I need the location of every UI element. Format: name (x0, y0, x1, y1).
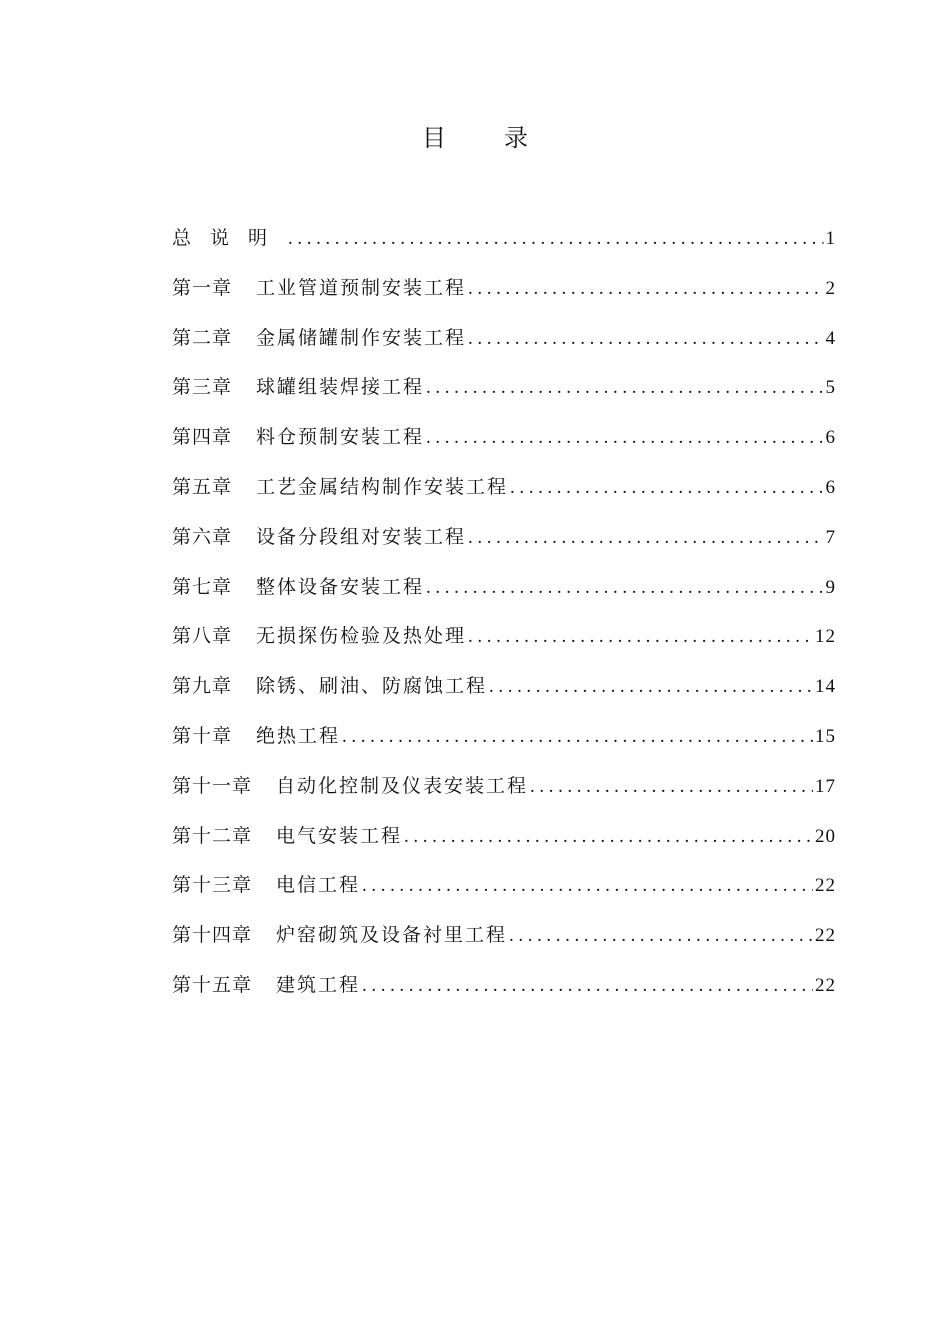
toc-entry[interactable] (172, 618, 836, 668)
toc-page-number: 1 (825, 228, 836, 249)
toc-entry[interactable] (172, 967, 836, 1017)
toc-chapter-label: 第八章 (172, 625, 233, 648)
toc-page-number: 22 (815, 974, 836, 996)
toc-entry[interactable] (172, 569, 836, 619)
toc-entry[interactable] (172, 369, 836, 419)
toc-entry-title: 炉窑砌筑及设备衬里工程 (276, 924, 508, 947)
toc-page-number: 6 (825, 476, 836, 498)
toc-dot-leader (468, 321, 823, 357)
toc-chapter-label: 第二章 (172, 326, 233, 349)
toc-page-number: 22 (815, 875, 836, 897)
toc-entry-title: 工业管道预制安装工程 (256, 276, 467, 299)
toc-chapter-label: 第十章 (172, 724, 233, 747)
toc-dot-leader (509, 918, 813, 954)
toc-entry-title: 球罐组装焊接工程 (256, 376, 425, 399)
toc-dot-leader (426, 420, 823, 456)
toc-page-number: 5 (825, 377, 836, 399)
toc-dot-leader (362, 868, 813, 904)
toc-entry[interactable] (172, 668, 836, 718)
toc-page-number: 4 (825, 327, 836, 349)
toc-entry-title: 金属储罐制作安装工程 (256, 326, 467, 349)
toc-page-number: 6 (825, 427, 836, 449)
toc-entry-title: 无损探伤检验及热处理 (256, 625, 467, 648)
toc-chapter-label: 第四章 (172, 426, 233, 449)
table-of-contents (172, 220, 836, 1017)
toc-chapter-label: 第一章 (172, 276, 233, 299)
toc-page-number: 17 (815, 775, 836, 797)
toc-chapter-label: 第十一章 (172, 774, 253, 797)
toc-entry[interactable] (172, 419, 836, 469)
toc-entry-title: 电气安装工程 (276, 824, 403, 847)
toc-dot-leader (468, 271, 823, 307)
toc-entry-title: 工艺金属结构制作安装工程 (256, 475, 509, 498)
toc-chapter-label: 第十五章 (172, 973, 253, 996)
toc-dot-leader (342, 719, 813, 755)
toc-dot-leader (468, 619, 813, 655)
toc-chapter-label: 第三章 (172, 376, 233, 399)
toc-dot-leader (426, 370, 823, 406)
toc-dot-leader (426, 570, 823, 606)
toc-page-number: 12 (815, 626, 836, 648)
toc-entry-title: 建筑工程 (276, 973, 361, 996)
toc-page-number: 2 (825, 277, 836, 299)
toc-chapter-label: 第五章 (172, 475, 233, 498)
toc-entry[interactable] (172, 867, 836, 917)
page-title: 目录 (422, 124, 586, 152)
toc-page-number: 15 (815, 725, 836, 747)
toc-entry[interactable] (172, 519, 836, 569)
toc-entry-title: 除锈、刷油、防腐蚀工程 (256, 675, 488, 698)
toc-entry-title: 绝热工程 (256, 724, 341, 747)
toc-page-number: 22 (815, 925, 836, 947)
toc-dot-leader (489, 669, 813, 705)
toc-dot-leader (404, 819, 813, 855)
toc-entry[interactable] (172, 917, 836, 967)
toc-chapter-label: 第九章 (172, 675, 233, 698)
toc-chapter-label: 第十四章 (172, 924, 253, 947)
toc-entry[interactable] (172, 320, 836, 370)
toc-dot-leader (362, 968, 813, 1004)
toc-entry-title: 整体设备安装工程 (256, 575, 425, 598)
toc-page-number: 7 (825, 526, 836, 548)
toc-entry[interactable] (172, 220, 836, 270)
toc-entry-title: 自动化控制及仪表安装工程 (276, 774, 529, 797)
toc-entry[interactable] (172, 818, 836, 868)
toc-entry[interactable] (172, 270, 836, 320)
toc-entry[interactable] (172, 469, 836, 519)
toc-chapter-label: 第十二章 (172, 824, 253, 847)
toc-page-number: 14 (815, 676, 836, 698)
toc-entry-title: 设备分段组对安装工程 (256, 525, 467, 548)
toc-entry-title: 料仓预制安装工程 (256, 426, 425, 449)
toc-chapter-label: 总说明 (172, 227, 287, 249)
toc-page-number: 9 (825, 576, 836, 598)
toc-chapter-label: 第十三章 (172, 874, 253, 897)
toc-chapter-label: 第六章 (172, 525, 233, 548)
toc-entry-title: 电信工程 (276, 874, 361, 897)
toc-dot-leader (288, 221, 823, 257)
toc-dot-leader (468, 520, 823, 556)
toc-entry[interactable] (172, 768, 836, 818)
toc-dot-leader (510, 470, 823, 506)
toc-page-number: 20 (815, 825, 836, 847)
toc-dot-leader (530, 769, 813, 805)
toc-entry[interactable] (172, 718, 836, 768)
toc-chapter-label: 第七章 (172, 575, 233, 598)
